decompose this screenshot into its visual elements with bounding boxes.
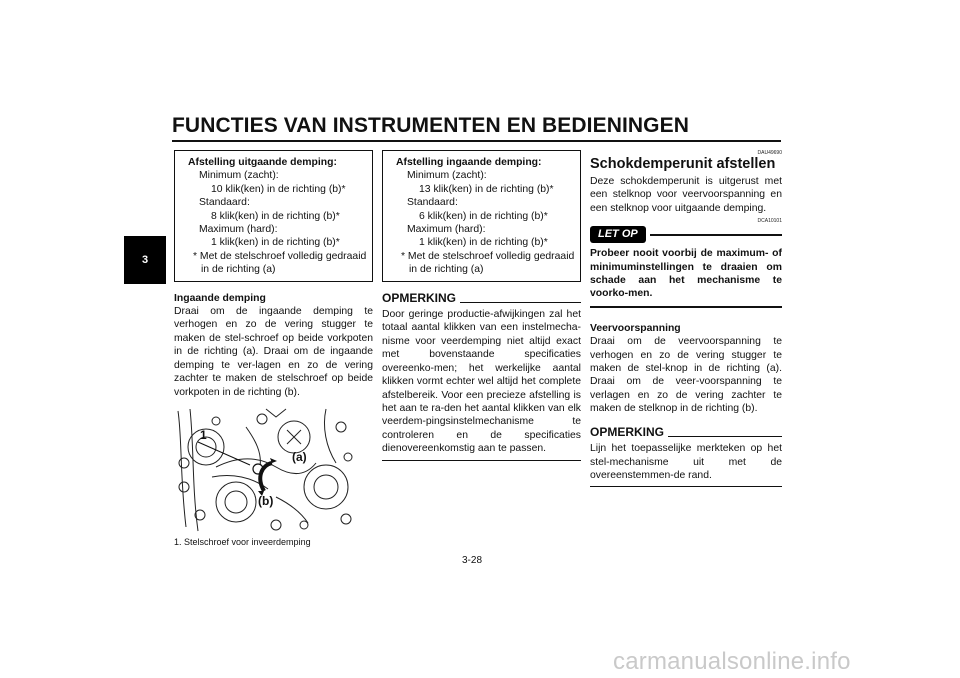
- figure-caption: 1. Stelschroef voor inveerdemping: [174, 536, 311, 547]
- chapter-tab: 3: [124, 236, 166, 284]
- note-body: Door geringe productie-afwijkingen zal het totaal aantal klikken van een instelmecha-nisme voor veerdemping niet altijd exact met bovenstaande specificaties overeenko-men; het werkelijke aantal klikken vormt echter wel altijd het complete afstelbereik. Voor een precieze afstelling is het aan te ra-den het aantal klikken van elk veerdem-pingsinstelmechanisme te controleren en de specificaties dienovereenkomstig aan te passen.: [382, 309, 581, 455]
- watermark: carmanualsonline.info: [613, 648, 851, 675]
- note-heading-rule: [460, 302, 581, 303]
- caution-text: Probeer nooit voorbij de maximum- of minimuminstellingen te draaien om schade aan het mechanisme te voorko-men.: [590, 248, 782, 300]
- callout-b: (b): [258, 493, 274, 508]
- body-text: Draai om de veervoorspanning te verhogen en zo de vering stugger te maken de stel-knop in de richting (a). Draai om de veer-voorspanning te verlagen en zo de vering zachter te maken de stelknop in de richting (b).: [590, 336, 782, 415]
- page-number: 3-28: [462, 555, 483, 566]
- note-end-rule: [590, 486, 782, 487]
- intro-text: Deze schokdemperunit is uitgerust met een stelknop voor veervoorspanning en een stelknop voor uitgaande demping.: [590, 176, 782, 214]
- note-heading-label: OPMERKING: [382, 290, 457, 305]
- section-title: Schokdemperunit afstellen: [590, 156, 776, 172]
- spec-std-value: 8 klik(ken) in de richting (b)*: [211, 210, 340, 222]
- section-heading: Ingaande demping: [174, 292, 266, 304]
- note-body: Lijn het toepasselijke merkteken op het stel-mechanisme uit met de overeenstemmen-de rand.: [590, 443, 782, 481]
- spec-min-label: Minimum (zacht):: [407, 170, 487, 182]
- section-heading: Veervoorspanning: [590, 322, 681, 334]
- spec-box-title: Afstelling ingaande demping:: [396, 157, 542, 168]
- caution-badge: LET OP: [590, 226, 646, 243]
- callout-a: (a): [292, 449, 307, 464]
- note-heading: [590, 426, 782, 439]
- spec-min-value: 10 klik(ken) in de richting (b)*: [211, 183, 346, 195]
- spec-footnote: * Met de stelschroef volledig gedraaid in de richting (a): [193, 250, 367, 276]
- note-heading: [382, 292, 581, 305]
- spec-max-label: Maximum (hard):: [199, 224, 278, 236]
- column-middle: [382, 150, 581, 461]
- title-rule: [172, 140, 781, 142]
- spec-std-value: 6 klik(ken) in de richting (b)*: [419, 210, 548, 222]
- spec-max-label: Maximum (hard):: [407, 224, 486, 236]
- note-heading-label: OPMERKING: [590, 424, 665, 439]
- spec-footnote: * Met de stelschroef volledig gedraaid in de richting (a): [401, 250, 575, 276]
- spec-max-value: 1 klik(ken) in de richting (b)*: [211, 237, 340, 249]
- fork-illustration: [176, 407, 356, 533]
- page-title: FUNCTIES VAN INSTRUMENTEN EN BEDIENINGEN: [172, 114, 689, 137]
- body-text: Draai om de ingaande demping te verhogen en zo de vering stugger te maken de stel-schroef op beide vorkpoten in de richting (a). Draai om de ingaande demping te ver-lagen en zo de vering zachter te maken de stelschroef op beide vorkpoten in de richting (b).: [174, 306, 373, 398]
- callout-1: 1: [200, 427, 207, 442]
- note-end-rule: [382, 460, 581, 461]
- rebound-damping-spec-box: [174, 150, 373, 282]
- spec-min-label: Minimum (zacht):: [199, 170, 279, 182]
- fork-adjuster-figure: [176, 407, 356, 533]
- spec-min-value: 13 klik(ken) in de richting (b)*: [419, 183, 554, 195]
- caution-end-rule: [590, 306, 782, 308]
- spec-max-value: 1 klik(ken) in de richting (b)*: [419, 237, 548, 249]
- compression-damping-spec-box: [382, 150, 581, 282]
- column-right: [590, 150, 782, 487]
- caution-header-rule: [650, 234, 782, 236]
- caution-header: [590, 226, 782, 243]
- spec-std-label: Standaard:: [199, 197, 250, 209]
- section-code: DAU49690: [757, 150, 782, 156]
- note-heading-rule: [668, 436, 782, 437]
- caution-code: DCA10101: [757, 218, 782, 225]
- spec-std-label: Standaard:: [407, 197, 458, 209]
- spec-box-title: Afstelling uitgaande demping:: [188, 157, 337, 168]
- column-left: [174, 150, 373, 549]
